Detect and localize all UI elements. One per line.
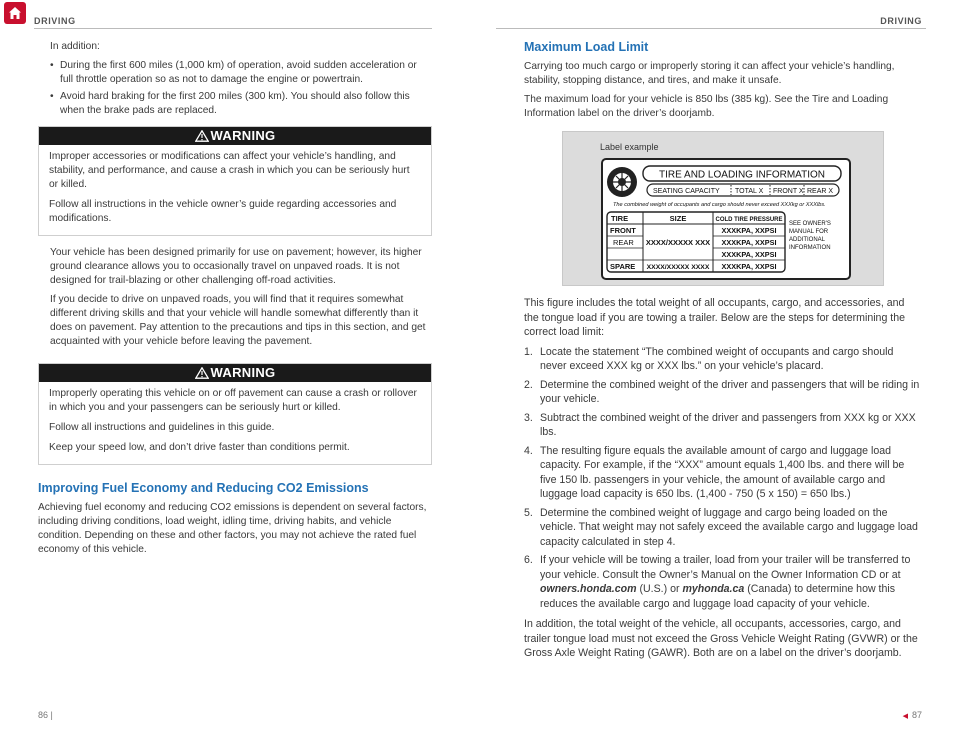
body-paragraph: This figure includes the total weight of all occupants, cargo, and accessories, and the tongue load if you are towing a trailer. Below are the steps for determining the correct load limit:: [524, 297, 906, 338]
label-row-spare: SPARE: [610, 262, 636, 271]
list-item: 1. Locate the statement “The combined weight of occupants and cargo should never exceed XXX kg or XXX lbs.” on your vehicle’s placard.: [524, 345, 894, 372]
label-pressure-rear: XXXKPA, XXPSI: [721, 238, 777, 247]
label-row-front: FRONT: [610, 226, 636, 235]
list-item: 3. Subtract the combined weight of the driver and passengers from XXX kg or XXX lbs.: [524, 411, 916, 438]
warning-triangle-icon: [195, 130, 209, 142]
header-divider-left: [34, 28, 432, 29]
label-pressure-front: XXXKPA, XXPSI: [721, 226, 777, 235]
list-item: 4. The resulting figure equals the available amount of cargo and luggage load capacity. For example, if the “XXX” amount equals 1,400 lbs. and there will be five 150 lb. passengers in your vehicle, the amount of available cargo and luggage load capacity is 650 lbs. (1,400 - 750 (5 x 150) = 650 lbs.): [524, 444, 905, 500]
warning-box-offroad: [38, 363, 432, 465]
warning-label: WARNING: [210, 365, 276, 380]
section-header-left: DRIVING: [34, 16, 76, 26]
fuel-economy-heading: Improving Fuel Economy and Reducing CO2 Emissions: [38, 481, 369, 495]
list-item: • Avoid hard braking for the first 200 miles (300 km). You should also follow this when the brake pads are replaced.: [50, 90, 432, 118]
label-size-spare: XXXX/XXXXX XXXX: [646, 264, 710, 271]
label-size-main: XXXX/XXXXX XXX: [645, 238, 711, 247]
tire-label-figure: [562, 131, 884, 286]
home-icon: [7, 5, 23, 21]
warning-triangle-icon: [195, 367, 209, 379]
warning-text: Follow all instructions in the vehicle owner’s guide regarding accessories and modifications.: [49, 199, 397, 224]
section-header-right: DRIVING: [880, 16, 922, 26]
warning-text: Improper accessories or modifications can affect your vehicle’s handling, and stability, and performance, and cause a crash in which you can be seriously hurt or killed.: [49, 151, 410, 190]
body-paragraph: Carrying too much cargo or improperly storing it can affect your vehicle’s handling, stability, stopping distance, and tires, and make it unsafe.: [524, 61, 895, 86]
left-page-column: [38, 40, 432, 562]
label-rear: REAR X: [807, 188, 834, 195]
warning-box-accessories: [38, 126, 432, 236]
page-nav-arrow-icon[interactable]: ◀: [902, 713, 908, 720]
label-see-manual: SEE OWNER'S MANUAL FOR ADDITIONAL INFORMATION: [789, 221, 831, 251]
label-col-pressure: COLD TIRE PRESSURE: [715, 217, 783, 223]
body-paragraph: In addition, the total weight of the vehicle, all occupants, accessories, cargo, and trailer tongue load must not exceed the Gross Vehicle Weight Rating (GVWR) or the Gross Axle Weight Rating (GAWR). Both are on a label on the driver’s doorjamb.: [524, 618, 918, 659]
tire-loading-label: [601, 158, 851, 280]
body-paragraph: If you decide to drive on unpaved roads, you will find that it requires somewhat different driving skills and that your vehicle will handle somewhat differently than it does on pavement. Pay attention to the precautions and tips in this section, and get acquainted with your vehicle before leaving the pavement.: [50, 294, 426, 347]
header-divider-right: [496, 28, 926, 29]
warning-text: Follow all instructions and guidelines in this guide.: [49, 422, 275, 433]
break-in-list: [38, 59, 432, 118]
list-item: • During the first 600 miles (1,000 km) of operation, avoid sudden acceleration or full throttle operation so as not to damage the engine or powertrain.: [50, 59, 432, 87]
label-combined: The combined weight of occupants and cargo should never exceed XXXkg or XXXlbs.: [613, 202, 826, 208]
list-item: 5. Determine the combined weight of luggage and cargo being loaded on the vehicle. That weight may not safely exceed the available cargo and luggage load capacity calculated in step 4.: [524, 506, 918, 548]
warning-text: Keep your speed low, and don’t drive faster than conditions permit.: [49, 442, 350, 453]
label-pressure-extra: XXXKPA, XXPSI: [721, 250, 777, 259]
max-load-heading: Maximum Load Limit: [524, 40, 649, 54]
label-pressure-spare: XXXKPA, XXPSI: [721, 262, 777, 271]
warning-text: Improperly operating this vehicle on or off pavement can cause a crash or rollover in which you and your passengers can be seriously hurt or killed.: [49, 388, 417, 413]
home-button[interactable]: [4, 2, 26, 24]
tire-icon: [607, 167, 637, 197]
warning-header: [39, 127, 431, 145]
label-front: FRONT X: [773, 188, 804, 195]
list-item: 2. Determine the combined weight of the driver and passengers that will be riding in your vehicle.: [524, 378, 920, 405]
warning-header: [39, 364, 431, 382]
figure-caption: Label example: [600, 142, 659, 152]
label-title: TIRE AND LOADING INFORMATION: [659, 169, 825, 181]
body-paragraph: The maximum load for your vehicle is 850 lbs (385 kg). See the Tire and Loading Information label on the driver’s doorjamb.: [524, 94, 889, 119]
label-total: TOTAL X: [735, 188, 764, 195]
label-row-rear: REAR: [613, 238, 634, 247]
fuel-economy-text: Achieving fuel economy and reducing CO2 emissions is dependent on several factors, including driving conditions, load weight, idling time, driving habits, and vehicle condition. Depending on these and other factors, you may not achieve the rated fuel economy of this vehicle.: [38, 502, 427, 555]
label-col-tire: TIRE: [611, 214, 629, 223]
list-item: 6. If your vehicle will be towing a trailer, load from your trailer will be transferred to your vehicle. Consult the Owner’s Manual on the Owner Information CD or at owners.honda.com (U.S.) or myhonda.ca (Canada) to determine how this reduces the available cargo and luggage load capacity of your vehicle.: [524, 554, 911, 610]
load-steps-list: [524, 345, 922, 612]
right-page-column: [524, 40, 922, 666]
label-seating: SEATING CAPACITY: [653, 188, 720, 195]
page-number-left: 86 |: [38, 710, 53, 720]
label-col-size: SIZE: [669, 214, 687, 223]
warning-label: WARNING: [210, 128, 276, 143]
page-number-right: ◀ 87: [902, 710, 922, 720]
body-paragraph: Your vehicle has been designed primarily for use on pavement; however, its higher ground clearance allows you to occasionally travel on unpaved roads. It is not designed for trail-blazing or other challenging off-road activities.: [50, 247, 422, 286]
intro-text: In addition:: [50, 41, 100, 52]
myhonda-link[interactable]: myhonda.ca: [682, 583, 745, 595]
owners-link[interactable]: owners.honda.com: [540, 583, 637, 595]
